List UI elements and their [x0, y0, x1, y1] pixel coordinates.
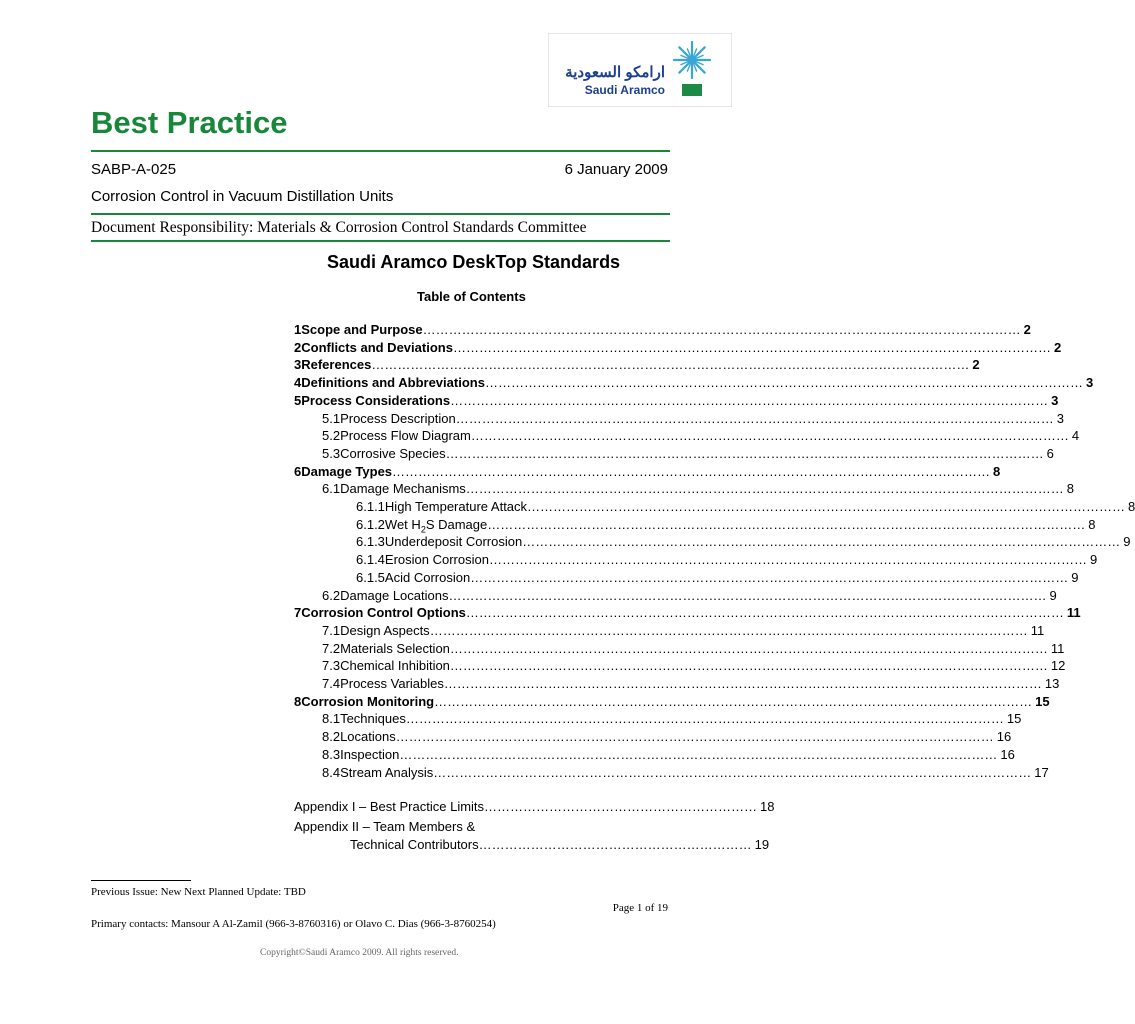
- footer-divider: [91, 880, 191, 881]
- toc-leader: [434, 693, 1032, 711]
- toc-entry-number: 5.3: [322, 445, 341, 461]
- toc-entry-label-text: Scope and Purpose: [301, 322, 423, 337]
- toc-entry[interactable]: [322, 445, 1054, 463]
- toc-leader: [433, 764, 1031, 782]
- toc-entry-number: 8.2: [322, 729, 341, 745]
- toc-entry-label: [385, 498, 527, 516]
- logo-arabic-text: ارامكو السعودية: [565, 64, 665, 81]
- toc-leader: [392, 463, 990, 481]
- toc-leader: [371, 356, 969, 374]
- toc-entry[interactable]: [356, 569, 1079, 587]
- toc-page-number: 2: [1023, 322, 1031, 337]
- toc-entry-label: [340, 764, 433, 782]
- toc-entry-number: 7.3: [322, 658, 341, 674]
- toc-entry[interactable]: [322, 480, 1075, 498]
- toc-page-number: 17: [1034, 764, 1049, 780]
- toc-leader: [456, 410, 1054, 428]
- toc-page-number: 8: [993, 463, 1001, 479]
- toc-entry-label: [340, 445, 446, 463]
- toc-entry-number: 6: [294, 463, 302, 479]
- toc-entry-number: 6.1.4: [356, 552, 385, 568]
- toc-appendix-label-cont: Technical Contributors: [350, 837, 479, 852]
- toc-leader: [399, 746, 997, 764]
- toc-leader: [444, 675, 1042, 693]
- toc-entry-label: [340, 728, 396, 746]
- toc-appendix-label: Appendix II – Team Members &: [294, 819, 476, 834]
- toc-entry-number: 8.3: [322, 746, 341, 762]
- toc-entry[interactable]: [322, 410, 1064, 428]
- toc-page-number: 8: [1128, 499, 1135, 514]
- toc-page-number: 11: [1030, 622, 1045, 638]
- toc-entry-label: [385, 551, 489, 569]
- toc-entry-label-text: Process Variables: [340, 676, 444, 691]
- toc-page-number: 3: [1051, 392, 1059, 408]
- toc-leader: [396, 728, 994, 746]
- toc-entry-label-text: Damage Locations: [340, 587, 449, 603]
- footer-issue-info: Previous Issue: New Next Planned Update: TBD: [91, 886, 306, 898]
- toc-entry-number: 2: [294, 339, 302, 355]
- toc-entry-label-text: Design Aspects: [340, 622, 430, 638]
- toc-entry-label-text: Process Flow Diagram: [340, 428, 471, 444]
- toc-entry[interactable]: [322, 587, 1057, 605]
- toc-entry-label-text: Wet H: [384, 516, 421, 532]
- toc-page-number: 9: [1049, 587, 1057, 603]
- toc-entry[interactable]: [322, 764, 1049, 782]
- toc-entry-label-text: Damage Mechanisms: [340, 481, 466, 497]
- toc-entry[interactable]: [294, 339, 1062, 357]
- toc-entry-label-text: Corrosion Monitoring: [301, 693, 435, 709]
- toc-leader: [423, 321, 1021, 339]
- toc-page-number: 19: [754, 837, 770, 852]
- toc-entry-label-text: S Damage: [425, 516, 488, 532]
- toc-page-number: 16: [996, 729, 1012, 745]
- subject-divider: [91, 213, 670, 215]
- toc-entry-number: 7.2: [322, 640, 341, 656]
- toc-leader: [470, 569, 1068, 587]
- document-number: SABP-A-025: [91, 161, 177, 178]
- toc-entry-label-text: Locations: [340, 729, 396, 745]
- toc-entry-label: [340, 427, 471, 445]
- toc-leader: [487, 516, 1085, 534]
- toc-entry-number: 5: [294, 392, 302, 408]
- toc-entry-label-text: Stream Analysis: [340, 764, 434, 780]
- toc-entry-label: [301, 604, 466, 622]
- toc-entry-label-text: Corrosion Control Options: [301, 605, 466, 621]
- toc-entry-label: [301, 392, 450, 410]
- saudi-aramco-logo-icon: [668, 38, 716, 102]
- toc-leader: [522, 533, 1120, 551]
- toc-entry[interactable]: [356, 516, 1096, 535]
- toc-page-number: 9: [1089, 552, 1098, 568]
- toc-entry[interactable]: [294, 463, 1001, 481]
- toc-entry-label-text: Corrosive Species: [340, 445, 446, 461]
- toc-appendix-2-line1[interactable]: [294, 818, 475, 836]
- toc-entry-label: [385, 569, 470, 587]
- footer-contacts: Primary contacts: Mansour A Al-Zamil (966-3-8760316) or Olavo C. Dias (966-3-8760254): [91, 918, 496, 930]
- toc-page-number: 8: [1088, 516, 1096, 532]
- toc-entry[interactable]: [294, 693, 1050, 711]
- toc-entry-number: 3: [294, 357, 302, 373]
- toc-entry-label: [340, 410, 456, 428]
- toc-page-number: 11: [1050, 640, 1065, 656]
- toc-entry[interactable]: [356, 551, 1098, 569]
- toc-appendix-1[interactable]: [294, 798, 775, 816]
- toc-leader: [450, 657, 1048, 675]
- toc-page-number: 8: [1066, 481, 1075, 497]
- toc-entry[interactable]: [322, 657, 1066, 675]
- toc-appendix-label: Appendix I – Best Practice Limits: [294, 799, 485, 814]
- toc-entry-number: 6.1: [322, 481, 341, 497]
- toc-entry[interactable]: [356, 533, 1131, 551]
- toc-entry-label: [340, 587, 448, 605]
- toc-entry-number: 7: [294, 605, 302, 621]
- toc-entry-number: 8: [294, 693, 302, 709]
- toc-entry-label-subscript: 2: [420, 524, 426, 535]
- title-divider: [91, 150, 670, 152]
- toc-entry-number: 8.4: [322, 764, 341, 780]
- toc-leader: [450, 640, 1048, 658]
- toc-entry-label: [340, 622, 430, 640]
- toc-entry-label-text: Inspection: [340, 746, 400, 762]
- toc-leader: [466, 480, 1064, 498]
- toc-entry-label: [301, 693, 434, 711]
- toc-entry-number: 6.1.1: [356, 499, 385, 514]
- toc-entry-label-text: Process Description: [340, 410, 456, 426]
- toc-entry-label: [340, 710, 406, 728]
- toc-entry-number: 6.1.2: [356, 516, 385, 532]
- toc-entry[interactable]: [322, 710, 1022, 728]
- toc-entry[interactable]: [294, 356, 980, 374]
- toc-entry-label: [301, 374, 485, 392]
- toc-entry[interactable]: [322, 427, 1080, 445]
- toc-entry-label: [385, 533, 522, 551]
- toc-entry-label: [301, 339, 453, 357]
- toc-page-number: 3: [1085, 375, 1094, 391]
- toc-entry-label-text: References: [301, 357, 372, 373]
- toc-page-number: 13: [1044, 676, 1060, 691]
- document-date: 6 January 2009: [564, 161, 668, 178]
- toc-entry-label-text: High Temperature Attack: [384, 499, 528, 514]
- toc-leader: [471, 427, 1069, 445]
- toc-entry-label: [340, 675, 444, 693]
- toc-entry-number: 6.1.3: [356, 534, 385, 550]
- toc-entry-number: 5.2: [322, 428, 341, 444]
- toc-page-number: 12: [1050, 658, 1066, 674]
- toc-entry-label: [340, 746, 399, 764]
- toc-leader: [450, 392, 1048, 410]
- toc-leader: [485, 374, 1083, 392]
- toc-leader: [489, 551, 1087, 569]
- toc-page-number: 9: [1123, 534, 1131, 550]
- toc-entry[interactable]: [294, 392, 1059, 410]
- toc-page-number: 6: [1046, 445, 1054, 461]
- document-subject: Corrosion Control in Vacuum Distillation Units: [91, 188, 394, 205]
- document-responsibility: Document Responsibility: Materials & Corrosion Control Standards Committee: [91, 219, 587, 236]
- toc-entry-label: [301, 321, 422, 339]
- toc-page-number: 2: [972, 357, 980, 373]
- logo-english-text: Saudi Aramco: [584, 83, 665, 97]
- toc-entry[interactable]: [294, 604, 1081, 622]
- toc-entry[interactable]: [322, 728, 1012, 746]
- toc-page-number: 3: [1056, 410, 1064, 426]
- page-title: Best Practice: [91, 105, 288, 140]
- toc-leader: ………………………………………………………: [484, 799, 758, 814]
- toc-leader: [406, 710, 1004, 728]
- toc-entry-label: [301, 463, 392, 481]
- responsibility-divider: [91, 240, 670, 242]
- toc-leader: [446, 445, 1044, 463]
- toc-page-number: 11: [1066, 605, 1081, 621]
- toc-title: Table of Contents: [417, 289, 526, 304]
- toc-entry-label: [340, 640, 450, 658]
- toc-entry-label-text: Erosion Corrosion: [384, 552, 489, 568]
- toc-entry[interactable]: [322, 640, 1065, 658]
- toc-page-number: 4: [1071, 428, 1080, 444]
- toc-entry-label: [340, 657, 450, 675]
- toc-entry-label-text: Conflicts and Deviations: [301, 339, 453, 355]
- toc-entry[interactable]: [322, 746, 1015, 764]
- toc-page-number: 2: [1053, 339, 1062, 355]
- toc-entry-number: 7.4: [322, 676, 341, 691]
- toc-entry[interactable]: [356, 498, 1135, 516]
- toc-entry-label-text: Damage Types: [301, 463, 393, 479]
- toc-entry[interactable]: [322, 675, 1060, 693]
- toc-appendix-2-line2[interactable]: [350, 836, 770, 854]
- toc-leader: [466, 604, 1064, 622]
- toc-entry-label: [385, 516, 487, 534]
- toc-entry[interactable]: [294, 321, 1031, 339]
- toc-leader: [453, 339, 1051, 357]
- toc-entry-label-text: Acid Corrosion: [384, 569, 471, 585]
- toc-entry-label-text: Chemical Inhibition: [340, 658, 450, 674]
- toc-entry-label-text: Underdeposit Corrosion: [384, 534, 523, 550]
- toc-leader: [430, 622, 1028, 640]
- toc-entry-number: 1: [294, 322, 302, 337]
- toc-entry[interactable]: [294, 374, 1094, 392]
- toc-page-number: 15: [1035, 693, 1050, 709]
- footer-page-number: Page 1 of 19: [612, 902, 668, 914]
- toc-entry-label-text: Process Considerations: [301, 392, 451, 408]
- toc-page-number: 9: [1071, 569, 1079, 585]
- toc-entry-label: [301, 356, 371, 374]
- toc-leader: [448, 587, 1046, 605]
- toc-entry-number: 4: [294, 375, 302, 391]
- toc-page-number: 16: [1000, 746, 1015, 762]
- toc-entry[interactable]: [322, 622, 1045, 640]
- toc-entry-number: 6.1.5: [356, 569, 385, 585]
- toc-page-number: 15: [1006, 711, 1022, 727]
- toc-entry-number: 6.2: [322, 587, 341, 603]
- toc-entry-label-text: Definitions and Abbreviations: [301, 375, 485, 391]
- copyright-notice: Copyright©Saudi Aramco 2009. All rights reserved.: [260, 948, 459, 958]
- toc-page-number: 18: [760, 799, 775, 814]
- toc-entry-label: [340, 480, 466, 498]
- desktop-standards-heading: Saudi Aramco DeskTop Standards: [327, 252, 621, 272]
- toc-entry-number: 7.1: [322, 622, 341, 638]
- toc-entry-number: 5.1: [322, 410, 341, 426]
- toc-entry-label-text: Materials Selection: [340, 640, 450, 656]
- toc-entry-number: 8.1: [322, 711, 341, 727]
- toc-leader: [527, 498, 1125, 516]
- toc-entry-label-text: Techniques: [340, 711, 406, 727]
- toc-leader: ………………………………………………………: [478, 837, 752, 852]
